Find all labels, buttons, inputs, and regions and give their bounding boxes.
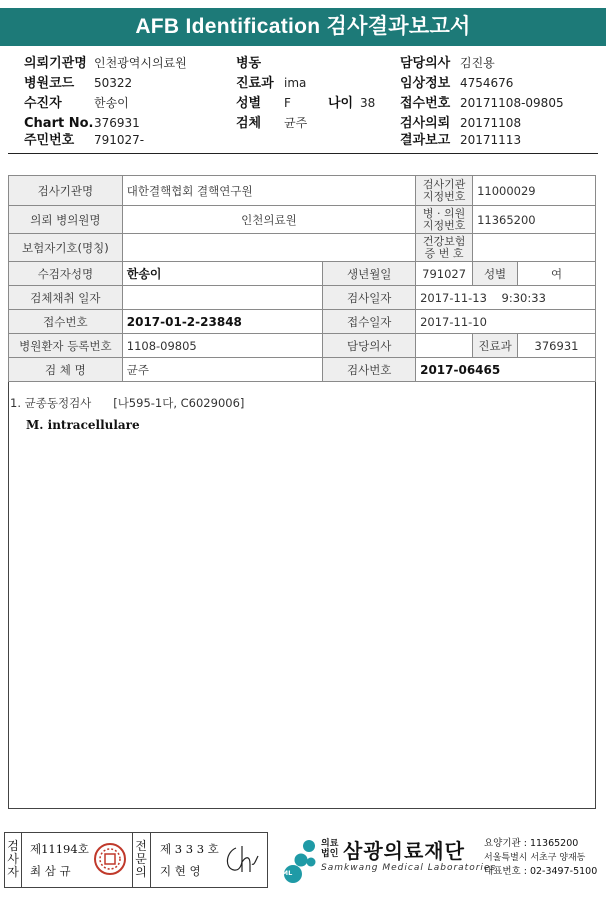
doctor-label: 담당의사: [323, 334, 416, 358]
collection-date: [122, 286, 323, 310]
header-sex: 성별 F: [236, 96, 291, 111]
header-requesting-facility: 의뢰기관명 인천광역시의료원: [24, 56, 187, 71]
test-no-label: 검사번호: [323, 358, 416, 382]
birth-date: 791027: [416, 262, 473, 286]
insured-no: [473, 234, 596, 262]
examiner-label: 검사자: [7, 839, 19, 879]
header-divider: [8, 153, 598, 154]
header-clinical-info: 임상정보 4754676: [400, 76, 514, 91]
requesting-code-label: 병 · 의원 지정번호: [416, 206, 473, 234]
header-ward: 병동: [236, 56, 262, 71]
patient-name-label: 수검자성명: [9, 262, 123, 286]
header-specimen: 검체 균주: [236, 116, 308, 131]
department-value: 376931: [518, 334, 596, 358]
header-resident-no: 주민번호 791027-: [24, 133, 145, 148]
accession-no-label: 접수번호: [9, 310, 123, 334]
header-age: 나이 38: [328, 96, 376, 111]
insured-no-label: 건강보험 증 번 호: [416, 234, 473, 262]
header-patient: 수진자 한송이: [24, 96, 129, 111]
logo-text: SML: [277, 869, 293, 877]
requesting-code: 11365200: [473, 206, 596, 234]
report-title: AFB Identification 검사결과보고서: [0, 8, 606, 46]
test-date: 2017-11-13 9:30:33: [416, 286, 596, 310]
lab-name: 대한결핵협회 결핵연구원: [122, 176, 415, 206]
receipt-date: 2017-11-10: [416, 310, 596, 334]
specialist-label: 전문의: [135, 839, 147, 879]
requesting-hospital: 인천의료원: [122, 206, 415, 234]
examiner-name: 최 삼 규: [30, 864, 71, 878]
header-department: 진료과 ima: [236, 76, 307, 91]
birth-date-label: 생년월일: [323, 262, 416, 286]
specialist-license: 제 3 3 3 호: [160, 842, 219, 856]
test-no: 2017-06465: [416, 358, 596, 382]
lab-name-label: 검사기관명: [9, 176, 123, 206]
specialist-signature-icon: [222, 842, 262, 876]
lab-code-label: 검사기관 지정번호: [416, 176, 473, 206]
doctor-value: [416, 334, 473, 358]
header-result-report: 결과보고 20171113: [400, 133, 522, 148]
sml-logo-icon: [271, 834, 319, 886]
patient-name: 한송이: [122, 262, 323, 286]
header-hospital-code: 병원코드 50322: [24, 76, 133, 91]
department-label: 진료과: [473, 334, 518, 358]
specimen-name: 균주: [122, 358, 323, 382]
contact-phone: 대표번호 : 02-3497-5100: [484, 866, 598, 877]
sex-value: 여: [518, 262, 596, 286]
specimen-name-label: 검 체 명: [9, 358, 123, 382]
contact-address: 서울특별시 서초구 양재동: [484, 853, 586, 863]
accession-no: 2017-01-2-23848: [122, 310, 323, 334]
insurer-label: 보험자기호(명칭): [9, 234, 123, 262]
org-prefix: 의료법인: [321, 839, 339, 859]
receipt-date-label: 접수일자: [323, 310, 416, 334]
header-test-request: 검사의뢰 20171108: [400, 116, 522, 131]
footer: [0, 830, 606, 899]
specimen-info-table: [8, 175, 596, 382]
header-attending-doctor: 담당의사 김진용: [400, 56, 495, 71]
header-chart-no: Chart No.376931: [24, 116, 140, 131]
insurer-value: [122, 234, 415, 262]
org-english-name: Samkwang Medical Laboratories: [321, 863, 497, 873]
lab-code: 11000029: [473, 176, 596, 206]
sex-label: 성별: [473, 262, 518, 286]
registration-no: 1108-09805: [122, 334, 323, 358]
registration-no-label: 병원환자 등록번호: [9, 334, 123, 358]
examiner-license: 제11194호: [30, 842, 89, 856]
result-line: 1. 균종동정검사 [나595-1다, C6029006]: [10, 396, 245, 410]
test-date-label: 검사일자: [323, 286, 416, 310]
specialist-name: 지 현 영: [160, 864, 201, 878]
org-name: 삼광의료재단: [343, 839, 465, 863]
examiner-seal-icon: [93, 842, 127, 876]
collection-date-label: 검체채취 일자: [9, 286, 123, 310]
header-receipt-no: 접수번호 20171108-09805: [400, 96, 564, 111]
contact-institution-code: 요양기관 : 11365200: [484, 838, 579, 849]
requesting-hospital-label: 의뢰 병의원명: [9, 206, 123, 234]
organism-result: M. intracellulare: [26, 418, 140, 432]
